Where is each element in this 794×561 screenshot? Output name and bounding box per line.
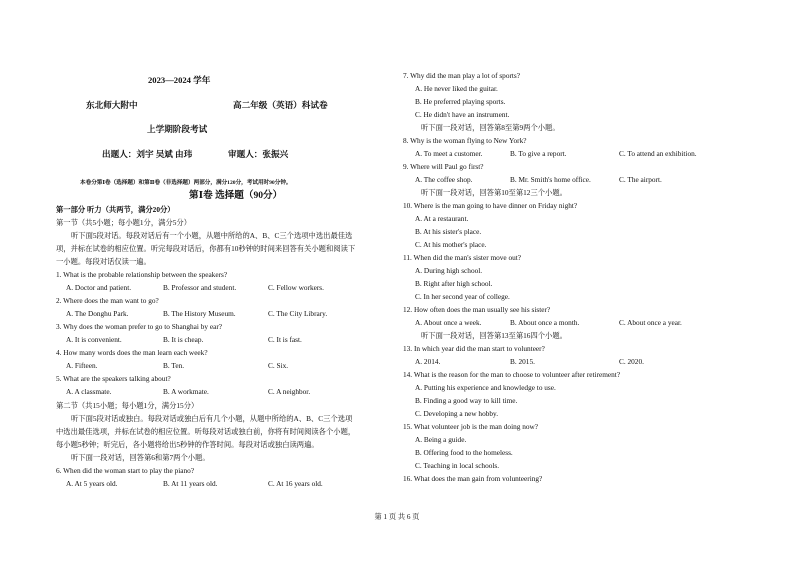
exam-title: 上学期阶段考试 (147, 124, 208, 134)
section2-intro-2: 中选出最佳选项，并标在试卷的相应位置。听每段对话或独白前，你将有时间阅读各个小题， (56, 427, 356, 436)
question-4: 4. How many words does the man learn each week? (56, 348, 208, 357)
q8-option-a: A. To meet a customer. (415, 149, 483, 158)
q1-option-a: A. Doctor and patient. (66, 283, 132, 292)
q13-option-a: A. 2014. (415, 357, 441, 366)
q15-option-b: B. Offering food to the homeless. (415, 448, 513, 457)
q1-option-c: C. Fellow workers. (268, 283, 324, 292)
section1-intro-1: 听下面5段对话。每段对话后有一个小题，从题中所给的A、B、C三个选项中选出最佳选 (71, 231, 353, 240)
q12-option-c: C. About once a year. (619, 318, 682, 327)
question-1: 1. What is the probable relationship between the speakers? (56, 270, 228, 279)
section2-intro-1: 听下面5段对话或独白。每段对话或独白后有几个小题，从题中所给的A、B、C三个选项 (71, 414, 353, 423)
section1-title: 第一节（共5小题；每小题1分，满分5分） (56, 218, 191, 227)
q13-option-c: C. 2020. (619, 357, 644, 366)
q11-option-c: C. In her second year of college. (415, 292, 510, 301)
section2-title: 第二节（共15小题；每小题1分，满分15分） (56, 401, 199, 410)
q7-option-c: C. He didn't have an instrument. (415, 110, 510, 119)
question-3: 3. Why does the woman prefer to go to Shanghai by ear? (56, 322, 223, 331)
section2-intro-3: 每小题5秒钟；听完后，各小题将给出5秒钟的作答时间。每段对话或独白读两遍。 (56, 440, 319, 449)
question-7: 7. Why did the man play a lot of sports? (403, 71, 520, 80)
page-footer: 第 1 页 共 6 页 (374, 513, 420, 521)
q5-option-a: A. A classmate. (66, 387, 112, 396)
exam-notice: 本卷分第Ⅰ卷（选择题）和第Ⅱ卷（非选择题）两部分，满分120分，考试用时90分钟。 (80, 180, 292, 186)
q9-option-a: A. The coffee shop. (415, 175, 473, 184)
q10-option-b: B. At his sister's place. (415, 227, 482, 236)
q13-option-b: B. 2015. (510, 357, 535, 366)
question-5: 5. What are the speakers talking about? (56, 374, 171, 383)
q5-option-c: C. A neighbor. (268, 387, 311, 396)
q8-option-c: C. To attend an exhibition. (619, 149, 697, 158)
q9-option-c: C. The airport. (619, 175, 662, 184)
question-10: 10. Where is the man going to have dinner on Friday night? (403, 201, 578, 210)
q8-option-b: B. To give a report. (510, 149, 567, 158)
question-9: 9. Where will Paul go first? (403, 162, 484, 171)
q12-option-b: B. About once a month. (510, 318, 580, 327)
question-12: 12. How often does the man usually see his sister? (403, 305, 551, 314)
q5-option-b: B. A workmate. (163, 387, 209, 396)
q6-option-b: B. At 11 years old. (163, 479, 218, 488)
question-2: 2. Where does the man want to go? (56, 296, 159, 305)
q15-option-a: A. Being a guide. (415, 435, 467, 444)
q3-option-a: A. It is convenient. (66, 335, 122, 344)
q2-option-c: C. The City Library. (268, 309, 328, 318)
question-14: 14. What is the reason for the man to choose to volunteer after retirement? (403, 370, 621, 379)
q15-option-c: C. Teaching in local schools. (415, 461, 500, 470)
q2-option-b: B. The History Museum. (163, 309, 236, 318)
q1-option-b: B. Professor and student. (163, 283, 237, 292)
q10-option-a: A. At a restaurant. (415, 214, 469, 223)
instruction-q13-16: 听下面一段对话，回答第13至第16四个小题。 (421, 331, 567, 340)
q9-option-b: B. Mr. Smith's home office. (510, 175, 591, 184)
section1-intro-3: 一小题。每段对话仅读一遍。 (56, 257, 151, 266)
school-year: 2023—2024 学年 (148, 75, 211, 85)
q14-option-b: B. Finding a good way to kill time. (415, 396, 518, 405)
school-name: 东北师大附中 (86, 100, 138, 110)
question-13: 13. In which year did the man start to volunteer? (403, 344, 545, 353)
q7-option-b: B. He preferred playing sports. (415, 97, 506, 106)
volume-title: 第Ⅰ卷 选择题（90分） (189, 190, 283, 201)
q14-option-c: C. Developing a new hobby. (415, 409, 499, 418)
q3-option-c: C. It is fast. (268, 335, 302, 344)
grade-title: 高二年级（英语）科试卷 (233, 100, 328, 110)
q10-option-c: C. At his mother's place. (415, 240, 487, 249)
q2-option-a: A. The Donghu Park. (66, 309, 129, 318)
q11-option-a: A. During high school. (415, 266, 483, 275)
q11-option-b: B. Right after high school. (415, 279, 493, 288)
reviewer-line: 审题人：张振兴 (228, 149, 289, 159)
question-16: 16. What does the man gain from volunteering? (403, 474, 543, 483)
q4-option-c: C. Six. (268, 361, 289, 370)
question-8: 8. Why is the woman flying to New York? (403, 136, 527, 145)
q4-option-a: A. Fifteen. (66, 361, 98, 370)
q4-option-b: B. Ten. (163, 361, 185, 370)
q6-option-a: A. At 5 years old. (66, 479, 118, 488)
q12-option-a: A. About once a week. (415, 318, 482, 327)
instruction-q8-9: 听下面一段对话，回答第8至第9两个小题。 (421, 123, 560, 132)
section1-intro-2: 项，并标在试卷的相应位置。听完每段对话后，你都有10秒钟的时间来回答有关小题和阅读下 (56, 244, 356, 253)
instruction-q6-7: 听下面一段对话，回答第6和第7两个小题。 (71, 453, 210, 462)
question-15: 15. What volunteer job is the man doing now? (403, 422, 539, 431)
instruction-q10-12: 听下面一段对话，回答第10至第12三个小题。 (421, 188, 567, 197)
q6-option-c: C. At 16 years old. (268, 479, 323, 488)
question-6: 6. When did the woman start to play the piano? (56, 466, 195, 475)
author-line: 出题人：刘宇 吴斌 由玮 (102, 149, 193, 159)
part1-title: 第一部分 听力（共两节，满分20分） (56, 205, 175, 214)
question-11: 11. When did the man's sister move out? (403, 253, 522, 262)
q3-option-b: B. It is cheap. (163, 335, 204, 344)
q14-option-a: A. Putting his experience and knowledge to use. (415, 383, 556, 392)
q7-option-a: A. He never liked the guitar. (415, 84, 498, 93)
